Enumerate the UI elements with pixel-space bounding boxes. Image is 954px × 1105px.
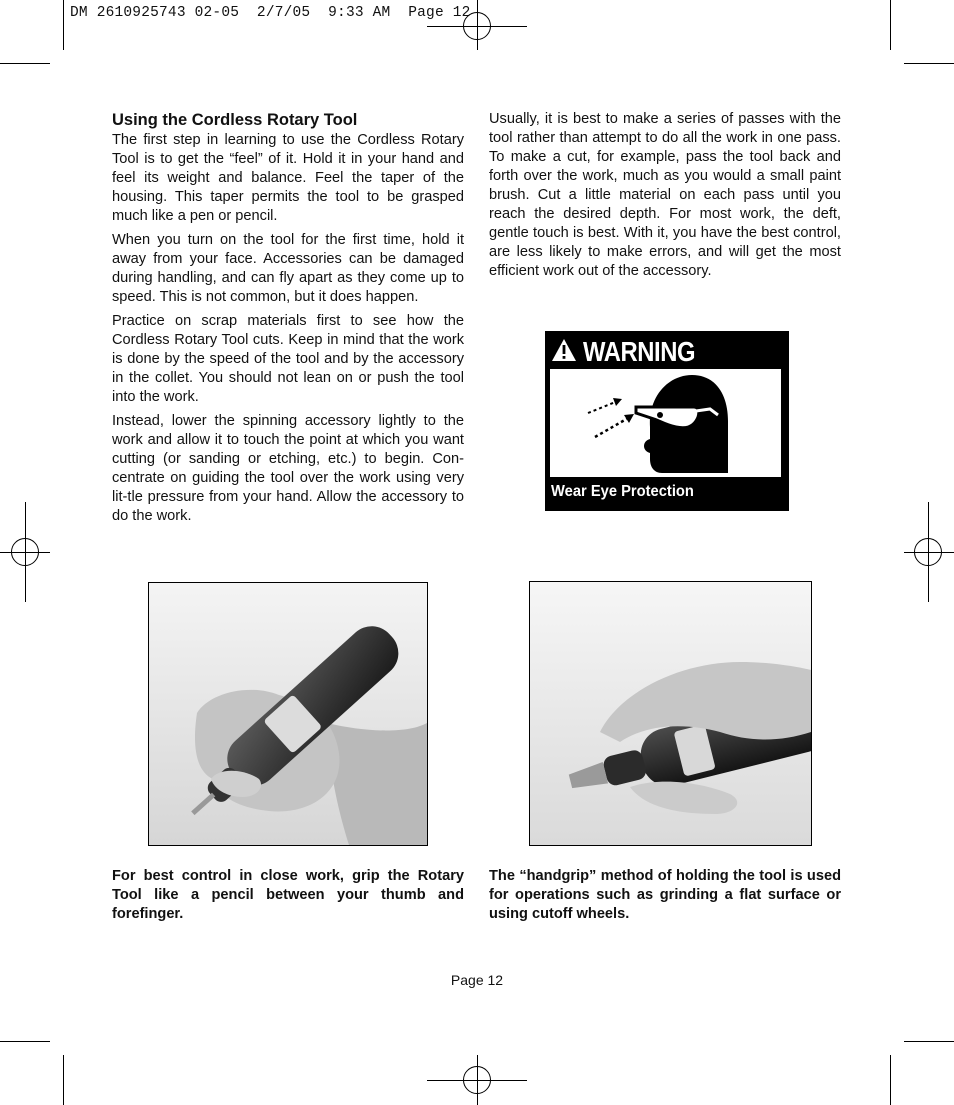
handgrip-caption: The “handgrip” method of holding the tool is used for operations such as grinding a flat surface or using cutoff wheels. [489,868,841,922]
handgrip-photo [529,581,812,846]
crop-mark [63,1055,64,1105]
body-paragraph: Usually, it is best to make a series of passes with the tool rather than attempt to do all the work in one pass. To make a cut, for example, pass the tool back and forth over the work, much as you would a small paint brush. Cut a little material on each pass until you reach the desired depth. For most work, the deft, gentle touch is best. With it, you have the best control, are less likely to make errors, and will get the most efficient work out of the accessory. [489,111,841,279]
body-paragraph: Instead, lower the spinning accessory lightly to the work and allow it to touch the point at which you want cutting (or sanding or etching, etc.) to begin. Con-centrate on guiding the tool over the work using very lit-tle pressure from your hand. Allow the accessory to do the work. [112,413,464,524]
warning-header [551,335,715,369]
print-slug: DM 2610925743 02-05 2/7/05 9:33 AM Page 12 [70,5,471,21]
crop-mark [890,0,891,50]
crop-mark [904,63,954,64]
safety-goggles-head-icon [550,369,781,477]
page-number: Page 12 [450,972,504,988]
pencil-grip-caption: For best control in close work, grip the Rotary Tool like a pencil between your thumb and forefinger. [112,868,464,922]
registration-circle [463,12,491,40]
crop-mark [0,1041,50,1042]
registration-circle [914,538,942,566]
crop-mark [890,1055,891,1105]
warning-caption: Wear Eye Protection [551,483,694,500]
right-column [489,110,841,286]
warning-box [545,331,789,511]
body-paragraph: Practice on scrap materials first to see how the Cordless Rotary Tool cuts. Keep in mind that the work is done by the speed of the tool and by the accessory in the collet. You should not lean on or push the tool into the work. [112,313,464,405]
left-column [112,110,464,531]
pencil-grip-photo [148,582,428,846]
crop-mark [904,1041,954,1042]
body-paragraph: The first step in learning to use the Cordless Rotary Tool is to get the “feel” of it. Hold it in your hand and feel its weight and balance. Feel the taper of the housing. This taper permits the tool to be grasped much like a pen or pencil. [112,132,464,224]
crop-mark [0,63,50,64]
crop-mark [63,0,64,50]
section-heading: Using the Cordless Rotary Tool [112,111,358,129]
warning-title: WARNING [583,336,696,367]
registration-circle [11,538,39,566]
alert-triangle-icon [551,338,577,367]
registration-circle [463,1066,491,1094]
body-paragraph: When you turn on the tool for the first time, hold it away from your face. Accessories can be damaged during handling, and can fly apart as they come up to speed. This is not common, but it does happen. [112,232,464,305]
